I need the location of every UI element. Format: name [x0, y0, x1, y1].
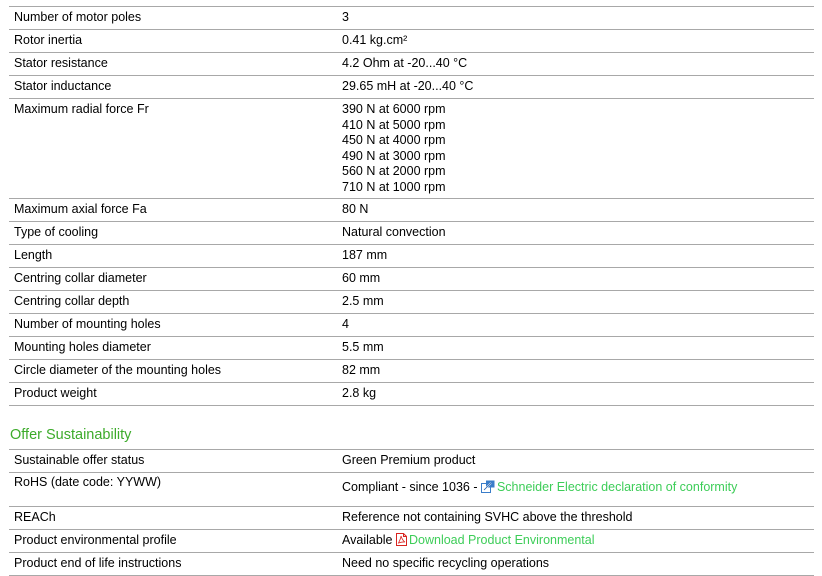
table-row	[9, 268, 814, 291]
section-title: Offer Sustainability	[10, 427, 132, 443]
row-value: 4.2 Ohm at -20...40 °C	[337, 53, 814, 76]
row-value: Green Premium product	[337, 450, 814, 473]
table-row	[9, 360, 814, 383]
row-value: Natural convection	[337, 222, 814, 245]
row-value	[337, 473, 814, 507]
row-value: 80 N	[337, 199, 814, 222]
row-value-list	[337, 99, 814, 199]
table-row	[9, 553, 814, 576]
row-label: Length	[9, 245, 337, 268]
radial-force-value: 710 N at 1000 rpm	[342, 179, 446, 194]
table-row	[9, 199, 814, 222]
row-label: Product environmental profile	[9, 530, 337, 553]
row-label: Stator resistance	[9, 53, 337, 76]
row-label: Mounting holes diameter	[9, 337, 337, 360]
pdf-icon	[396, 533, 407, 546]
table-row	[9, 314, 814, 337]
characteristics-table	[9, 6, 814, 406]
row-label: REACh	[9, 507, 337, 530]
row-value: 29.65 mH at -20...40 °C	[337, 76, 814, 99]
row-label: Maximum axial force Fa	[9, 199, 337, 222]
rohs-status: Compliant - since 1036 -	[342, 480, 481, 494]
row-label: Type of cooling	[9, 222, 337, 245]
table-row	[9, 222, 814, 245]
download-link-label: Download Product Environmental	[408, 533, 595, 547]
row-value: 82 mm	[337, 360, 814, 383]
table-row	[9, 450, 814, 473]
table-row	[9, 30, 814, 53]
row-value: 2.5 mm	[337, 291, 814, 314]
row-label: Number of motor poles	[9, 7, 337, 30]
table-row	[9, 383, 814, 406]
sustainability-table	[9, 449, 814, 576]
row-value: Need no specific recycling operations	[337, 553, 814, 576]
table-row	[9, 53, 814, 76]
radial-force-value: 390 N at 6000 rpm	[342, 102, 446, 116]
row-label: Centring collar diameter	[9, 268, 337, 291]
download-environmental-profile-link[interactable]	[396, 533, 595, 547]
row-label: Number of mounting holes	[9, 314, 337, 337]
row-value: 4	[337, 314, 814, 337]
row-label: Stator inductance	[9, 76, 337, 99]
row-label: Product weight	[9, 383, 337, 406]
row-value: 5.5 mm	[337, 337, 814, 360]
external-link-icon	[481, 480, 495, 493]
row-value: Reference not containing SVHC above the threshold	[337, 507, 814, 530]
row-value	[337, 530, 814, 553]
row-value: 2.8 kg	[337, 383, 814, 406]
table-row	[9, 530, 814, 553]
row-value: 187 mm	[337, 245, 814, 268]
row-value: 60 mm	[337, 268, 814, 291]
radial-force-value: 410 N at 5000 rpm	[342, 117, 446, 132]
table-row	[9, 473, 814, 507]
table-row	[9, 245, 814, 268]
row-label: Maximum radial force Fr	[9, 99, 337, 199]
row-label: Rotor inertia	[9, 30, 337, 53]
declaration-of-conformity-link[interactable]	[481, 480, 737, 494]
row-label: Centring collar depth	[9, 291, 337, 314]
table-row	[9, 337, 814, 360]
row-value: 3	[337, 7, 814, 30]
row-label: Circle diameter of the mounting holes	[9, 360, 337, 383]
table-row	[9, 507, 814, 530]
row-value: 0.41 kg.cm²	[337, 30, 814, 53]
row-label: Sustainable offer status	[9, 450, 337, 473]
row-label: Product end of life instructions	[9, 553, 337, 576]
table-row	[9, 76, 814, 99]
row-label: RoHS (date code: YYWW)	[9, 473, 337, 507]
table-row	[9, 7, 814, 30]
radial-force-value: 560 N at 2000 rpm	[342, 164, 446, 178]
radial-force-value: 450 N at 4000 rpm	[342, 133, 446, 147]
profile-status: Available	[342, 533, 396, 547]
radial-force-value: 490 N at 3000 rpm	[342, 148, 446, 163]
declaration-link-label: Schneider Electric declaration of conformity	[496, 480, 738, 494]
table-row	[9, 99, 814, 199]
table-row	[9, 291, 814, 314]
